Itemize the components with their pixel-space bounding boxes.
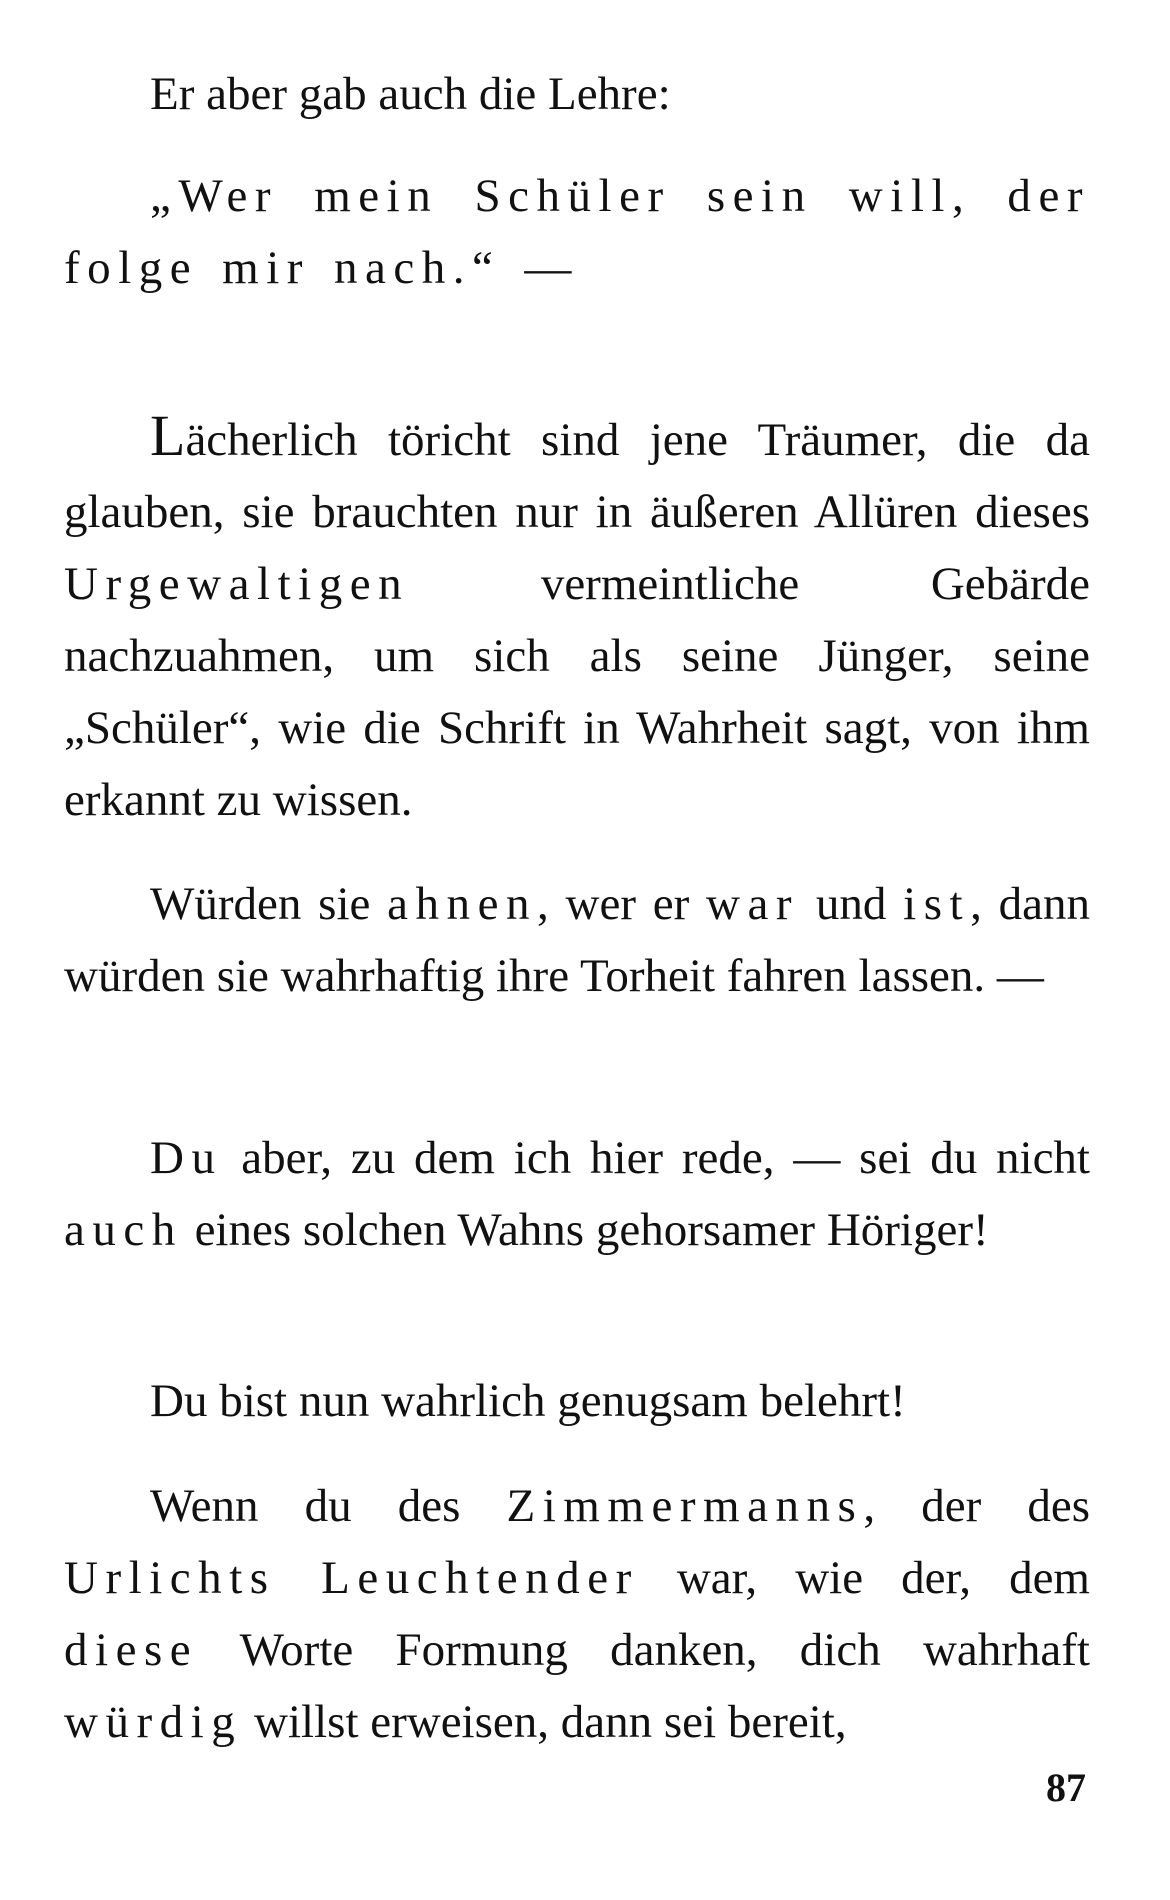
page-number: 87 (1046, 1765, 1086, 1810)
paragraph-7-mid: , der des (863, 1480, 1090, 1532)
paragraph-4-post: , dann würden sie wahrhaftig ihre Torheit fahren lassen. — (64, 878, 1090, 1002)
paragraph-2: „Wer mein Schüler sein will, der folge mir nach.“ — (64, 170, 1090, 294)
paragraph-4-mid2: und (799, 878, 904, 930)
paragraph-3-tail: vermeintliche Gebärde nachzuahmen, um sich als seine Jünger, seine „Schüler“, wie die Schrift in Wahrheit sagt, von ihm erkannt zu wissen. (64, 558, 1090, 826)
paragraph-7-post: willst erweisen, dann sei bereit, (242, 1696, 847, 1748)
paragraph-7 (64, 1470, 1090, 1758)
paragraph-4-mid: , wer er (536, 878, 707, 930)
paragraph-5-mid: aber, zu dem ich hier rede, — sei du nicht (222, 1132, 1090, 1184)
paragraph-7-pre: Wenn du des (150, 1480, 507, 1532)
paragraph-3-text: ächerlich töricht sind jene Träumer, die da glauben, sie brauchten nur in äußeren Allüren dieses (64, 414, 1090, 538)
paragraph-4 (64, 868, 1090, 1012)
emphasis-zimmermanns: Zimmermanns (506, 1480, 864, 1532)
paragraph-5-post: eines solchen Wahns gehorsamer Höriger! (182, 1204, 989, 1256)
emphasis-auch: auch (64, 1204, 183, 1256)
emphasis-diese: diese (64, 1624, 199, 1676)
emphasis-du: Du (150, 1132, 223, 1184)
paragraph-7-mid2: war, wie der, dem (638, 1552, 1090, 1604)
emphasis-ahnen: ahnen (387, 878, 537, 930)
emphasis-urlichts-leuchtender: Urlichts Leuchtender (64, 1552, 639, 1604)
emphasis-urgewaltigen: Urgewaltigen (64, 558, 410, 610)
emphasis-war: war (706, 878, 800, 930)
paragraph-4-pre: Würden sie (150, 878, 388, 930)
paragraph-1: Er aber gab auch die Lehre: (150, 68, 671, 120)
paragraph-7-mid3: Worte Formung danken, dich wahrhaft (198, 1624, 1090, 1676)
paragraph-6: Du bist nun wahrlich genugsam belehrt! (150, 1375, 906, 1427)
paragraph-3 (64, 400, 1090, 836)
drop-capital: L (150, 403, 186, 468)
paragraph-5 (64, 1122, 1090, 1266)
emphasis-ist: ist (903, 878, 971, 930)
emphasis-wuerdig: würdig (64, 1696, 243, 1748)
